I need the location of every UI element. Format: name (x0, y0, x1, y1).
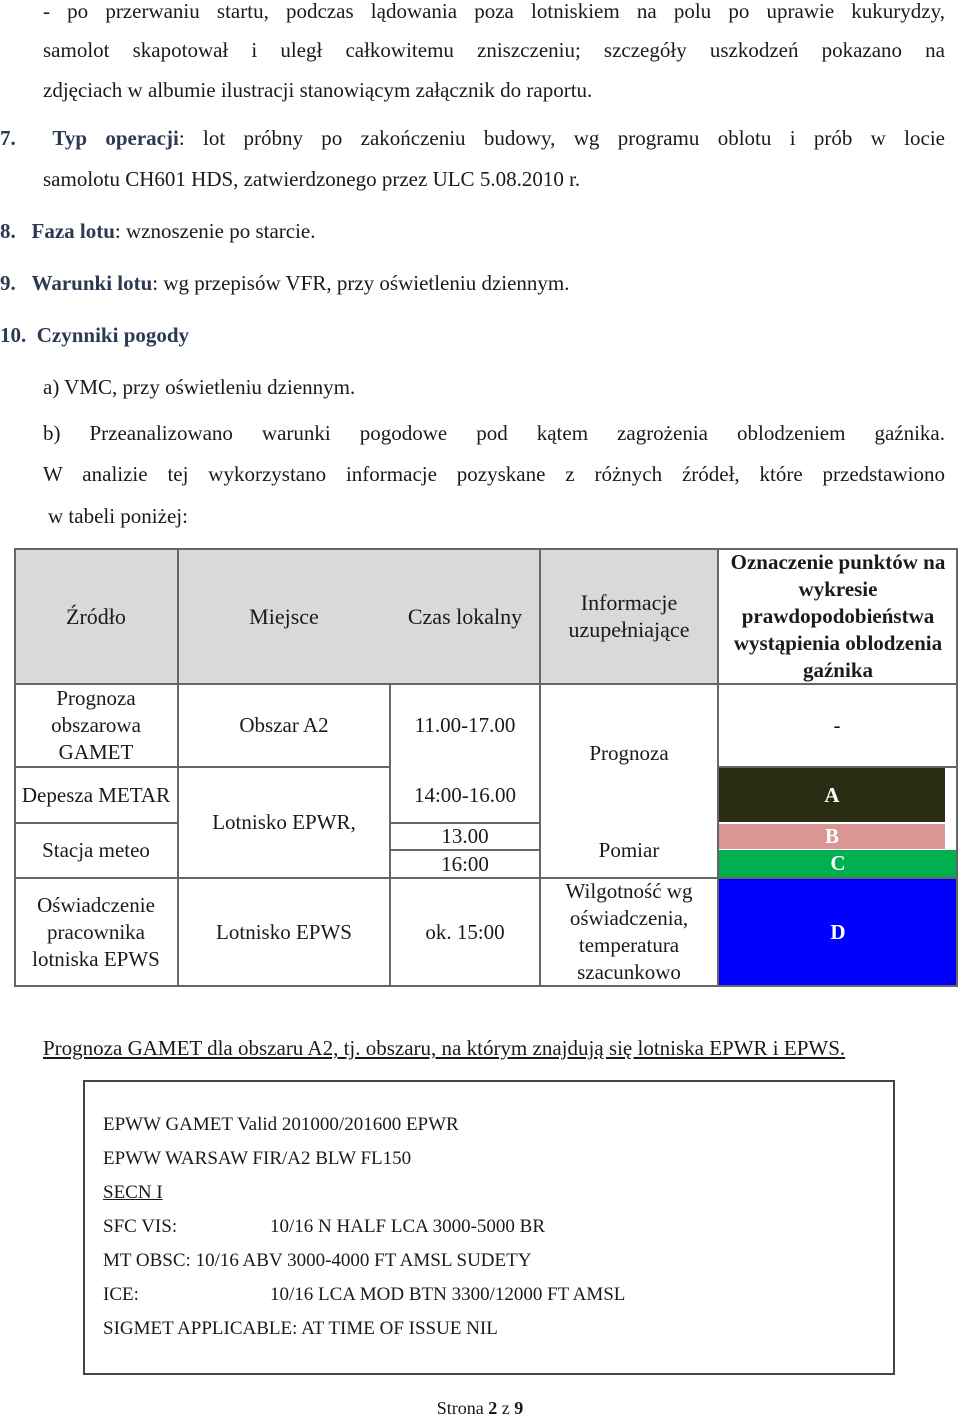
footer-mid: z (497, 1398, 515, 1418)
weather-b-line-3: w tabeli poniżej: (48, 504, 188, 528)
cell-gamet-source: Prognoza obszarowa GAMET (51, 686, 141, 764)
item-7-line-1 (0, 118, 945, 159)
gamet-caption: Prognoza GAMET dla obszaru A2, tj. obszaru, na którym znajdują się lotniska EPWR i EPWS. (43, 1036, 846, 1060)
item-7-label: Typ operacji (52, 126, 179, 150)
cell-metar-time: 14:00-16.00 (413, 782, 517, 807)
footer-page: 2 (488, 1398, 498, 1418)
header-marker: Oznaczenie punktów na wykresie prawdopodobieństwa wystąpienia oblodzenia gaźnika (730, 549, 946, 682)
intro-line-2: samolot skapotował i uległ całkowitemu zniszczeniu; szczegóły uszkodzeń pokazano na (43, 38, 945, 62)
gamet-line-6-label: ICE: (103, 1284, 139, 1305)
cell-epws-info: Wilgotność wg oświadczenia, temperatura szacunkowo (565, 879, 693, 984)
item-7-text: : lot próbny po zakończeniu budowy, wg programu oblotu i prób w locie (178, 126, 945, 150)
item-9 (0, 271, 570, 296)
item-10-number: 10. (0, 323, 27, 347)
cell-epwr-place: Lotnisko EPWR, (212, 809, 356, 834)
item-10-label: Czynniki pogody (36, 323, 190, 347)
footer-prefix: Strona (436, 1398, 489, 1418)
item-9-number: 9. (0, 271, 16, 295)
header-time: Czas lokalny (407, 603, 523, 629)
item-8-label: Faza lotu (31, 219, 115, 243)
header-info: Informacje uzupełniające (568, 590, 690, 642)
weather-a: a) VMC, przy oświetleniu dziennym. (43, 375, 356, 399)
item-8-number: 8. (0, 219, 16, 243)
cell-meteo-time-1: 13.00 (441, 824, 489, 848)
cell-meteo-info: Pomiar (598, 838, 660, 862)
cell-epws-place: Lotnisko EPWS (216, 919, 352, 944)
cell-epws-time: ok. 15:00 (425, 919, 505, 944)
gamet-line-7: SIGMET APPLICABLE: AT TIME OF ISSUE NIL (103, 1318, 498, 1339)
marker-swatch-c: C (719, 850, 957, 877)
cell-metar-source: Depesza METAR (21, 782, 171, 807)
gamet-line-6-value: 10/16 LCA MOD BTN 3300/12000 FT AMSL (270, 1284, 626, 1305)
header-place: Miejsce (249, 603, 319, 629)
weather-b-line-1: b) Przeanalizowano warunki pogodowe pod kątem zagrożenia oblodzeniem gaźnika. (43, 421, 945, 445)
intro-line-3: zdjęciach w albumie ilustracji stanowiącym załącznik do raportu. (43, 78, 593, 102)
marker-swatch-a: A (719, 768, 945, 822)
item-8-text: : wznoszenie po starcie. (114, 219, 316, 243)
header-source: Źródło (66, 603, 126, 629)
gamet-line-2: EPWW WARSAW FIR/A2 BLW FL150 (103, 1148, 412, 1169)
gamet-line-3: SECN I (103, 1182, 163, 1203)
marker-swatch-b: B (719, 824, 945, 849)
cell-gamet-place: Obszar A2 (239, 713, 329, 737)
page-footer (0, 1398, 960, 1419)
gamet-line-1: EPWW GAMET Valid 201000/201600 EPWR (103, 1114, 459, 1135)
weather-b-line-2: W analizie tej wykorzystano informacje pozyskane z różnych źródeł, które przedstawiono (43, 462, 945, 486)
gamet-line-5: MT OBSC: 10/16 ABV 3000-4000 FT AMSL SUDETY (103, 1250, 532, 1271)
cell-epws-source: Oświadczenie pracownika lotniska EPWS (32, 892, 160, 971)
item-10 (0, 323, 189, 348)
item-9-label: Warunki lotu (31, 271, 153, 295)
cell-gamet-time: 11.00-17.00 (414, 713, 516, 737)
item-8 (0, 219, 316, 244)
gamet-line-4-label: SFC VIS: (103, 1216, 178, 1237)
item-7-number: 7. (0, 126, 16, 150)
item-9-text: : wg przepisów VFR, przy oświetleniu dziennym. (152, 271, 570, 295)
cell-meteo-source: Stacja meteo (42, 838, 150, 862)
item-7-line-2: samolotu CH601 HDS, zatwierdzonego przez ULC 5.08.2010 r. (43, 167, 581, 191)
intro-line-1: - po przerwaniu startu, podczas lądowania poza lotniskiem na polu po uprawie kukurydzy, (43, 0, 945, 23)
cell-gamet-marker: - (833, 713, 841, 737)
cell-meteo-time-2: 16:00 (441, 851, 489, 876)
marker-swatch-d: D (719, 878, 957, 986)
gamet-line-4-value: 10/16 N HALF LCA 3000-5000 BR (270, 1216, 545, 1237)
footer-total: 9 (514, 1398, 524, 1418)
cell-prognoza-info: Prognoza (589, 741, 669, 765)
